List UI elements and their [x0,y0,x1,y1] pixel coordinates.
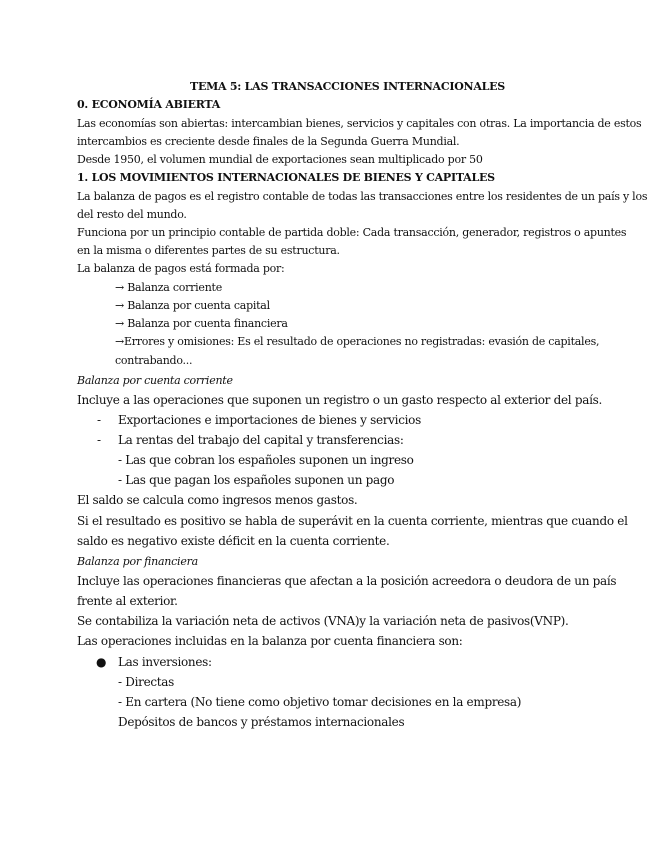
paragraph-line: El saldo se calcula como ingresos menos gastos. [77,493,358,507]
paragraph-line: del resto del mundo. [77,208,187,221]
financiera-heading: Balanza por financiera [77,555,198,568]
paragraph-line: Se contabiliza la variación neta de activos (VNA)y la variación neta de pasivos(VNP). [77,614,569,628]
paragraph-line: La balanza de pagos es el registro contable de todas las transacciones entre los residentes de un país y los [77,190,648,203]
list-item: Las inversiones: [118,655,212,669]
list-item-continuation: contrabando... [115,354,193,367]
list-item: → Balanza por cuenta capital [115,299,270,312]
paragraph-line: Incluye a las operaciones que suponen un registro o un gasto respecto al exterior del país. [77,393,603,407]
sub-list-item: - En cartera (No tiene como objetivo tomar decisiones en la empresa) [118,695,522,709]
paragraph-line: Incluye las operaciones financieras que afectan a la posición acreedora o deudora de un país [77,574,617,588]
paragraph-line: en la misma o diferentes partes de su estructura. [77,244,340,257]
section-0-heading: 0. ECONOMÍA ABIERTA [77,98,221,111]
paragraph-line: frente al exterior. [77,594,178,608]
paragraph-line: Desde 1950, el volumen mundial de exportaciones sean multiplicado por 50 [77,153,483,166]
sub-list-item: - Las que cobran los españoles suponen un ingreso [118,453,414,467]
corriente-heading: Balanza por cuenta corriente [77,374,233,387]
paragraph-line: La balanza de pagos está formada por: [77,262,285,275]
list-item: Depósitos de bancos y préstamos internacionales [118,715,405,729]
list-item: →Errores y omisiones: Es el resultado de operaciones no registradas: evasión de capitales, [115,335,600,348]
dash-bullet: - [97,413,102,427]
list-item: → Balanza por cuenta financiera [115,317,288,330]
list-item: Exportaciones e importaciones de bienes y servicios [118,413,421,427]
list-item: → Balanza corriente [115,281,222,294]
paragraph-line: intercambios es creciente desde finales de la Segunda Guerra Mundial. [77,135,460,148]
dash-bullet: - [97,433,102,447]
paragraph-line: Las economías son abiertas: intercambian bienes, servicios y capitales con otras. La importancia de estos [77,117,642,130]
list-item: La rentas del trabajo del capital y transferencias: [118,433,404,447]
paragraph-line: Si el resultado es positivo se habla de superávit en la cuenta corriente, mientras que cuando el [77,514,628,528]
sub-list-item: - Directas [118,675,175,689]
section-1-heading: 1. LOS MOVIMIENTOS INTERNACIONALES DE BIENES Y CAPITALES [77,171,495,184]
bullet-dot: ● [96,655,107,669]
sub-list-item: - Las que pagan los españoles suponen un pago [118,473,395,487]
paragraph-line: saldo es negativo existe déficit en la cuenta corriente. [77,534,390,548]
document-title: TEMA 5: LAS TRANSACCIONES INTERNACIONALES [190,80,505,93]
paragraph-line: Las operaciones incluidas en la balanza por cuenta financiera son: [77,634,463,648]
paragraph-line: Funciona por un principio contable de partida doble: Cada transacción, generador, registros o apuntes [77,226,627,239]
